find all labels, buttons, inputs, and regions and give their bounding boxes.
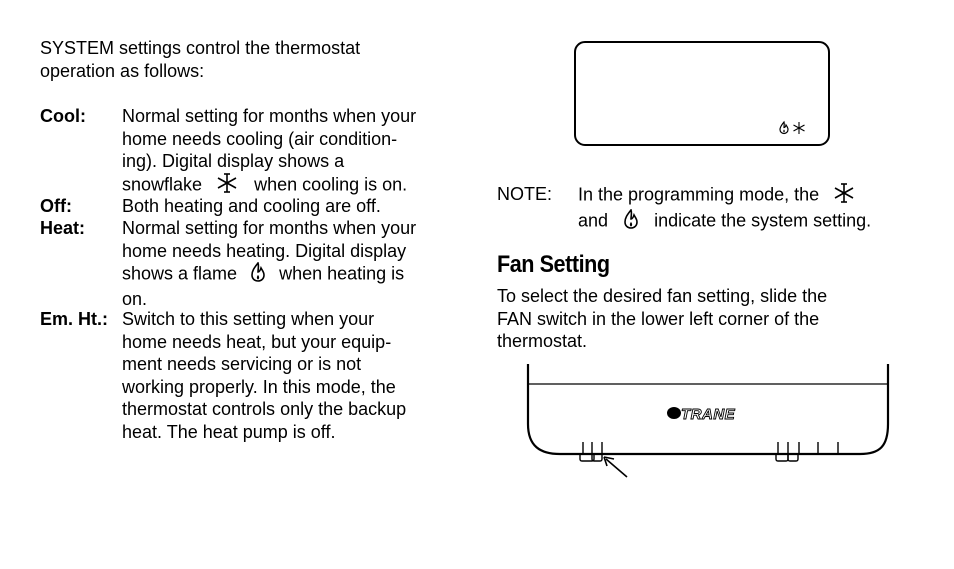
flame-icon xyxy=(250,262,266,288)
fan-line: To select the desired fan setting, slide the xyxy=(497,286,828,306)
intro-line: operation as follows: xyxy=(40,60,205,81)
term-off: Off: xyxy=(40,196,72,216)
snowflake-icon xyxy=(832,183,856,209)
fan-line: FAN switch in the lower left corner of the xyxy=(497,308,820,329)
svg-text:TRANE: TRANE xyxy=(681,406,736,423)
note-line-with-icon xyxy=(578,183,871,209)
fan-line: thermostat. xyxy=(497,331,588,351)
definition-text: shows a flame xyxy=(122,263,238,284)
definition-line: Both heating and cooling are off. xyxy=(122,196,381,216)
definition-text: when cooling is on. xyxy=(254,174,408,194)
note-line-with-icon xyxy=(578,209,871,235)
definition-line: Normal setting for months when your xyxy=(122,218,417,238)
definition-line: Switch to this setting when your xyxy=(122,309,375,329)
fan-setting-paragraph xyxy=(497,285,917,353)
term-cool: Cool: xyxy=(40,106,86,126)
definition-line: home needs heat, but your equip- xyxy=(122,331,392,352)
note-label: NOTE: xyxy=(497,184,553,204)
flame-icon xyxy=(623,209,639,235)
intro-line: SYSTEM settings control the thermostat xyxy=(40,38,361,58)
definition-line: working properly. In this mode, the xyxy=(122,376,396,397)
intro-paragraph xyxy=(40,37,460,82)
fan-switch xyxy=(580,442,602,461)
definition-heat xyxy=(122,217,467,310)
note-text-span: and xyxy=(578,210,609,230)
definition-line: thermostat controls only the backup xyxy=(122,399,407,419)
definition-line-with-icon xyxy=(122,262,467,288)
definition-cool xyxy=(122,105,467,198)
arrow-icon xyxy=(604,457,627,477)
definition-line: heat. The heat pump is off. xyxy=(122,421,336,442)
definition-off xyxy=(122,195,467,218)
definition-text: when heating is xyxy=(279,263,405,284)
note-text-span: In the programming mode, the xyxy=(578,184,820,205)
definition-line: on. xyxy=(122,288,148,309)
term-emergency-heat: Em. Ht.: xyxy=(40,309,109,329)
system-switches xyxy=(776,442,838,461)
note-text xyxy=(578,183,871,234)
trane-logo xyxy=(667,406,736,423)
definition-line: ing). Digital display shows a xyxy=(122,151,345,171)
fan-setting-heading: Fan Setting xyxy=(497,251,610,278)
definition-emergency-heat xyxy=(122,308,467,443)
definition-line: home needs heating. Digital display xyxy=(122,240,407,261)
definition-line: ment needs servicing or is not xyxy=(122,354,362,374)
definition-line: Normal setting for months when your xyxy=(122,106,417,126)
note-text-span: indicate the system setting. xyxy=(654,210,872,230)
term-heat: Heat: xyxy=(40,218,86,238)
definition-line: home needs cooling (air condition- xyxy=(122,128,398,149)
thermostat-body-illustration xyxy=(520,362,900,482)
thermostat-display-illustration xyxy=(573,40,831,148)
definition-text: snowflake xyxy=(122,174,203,194)
